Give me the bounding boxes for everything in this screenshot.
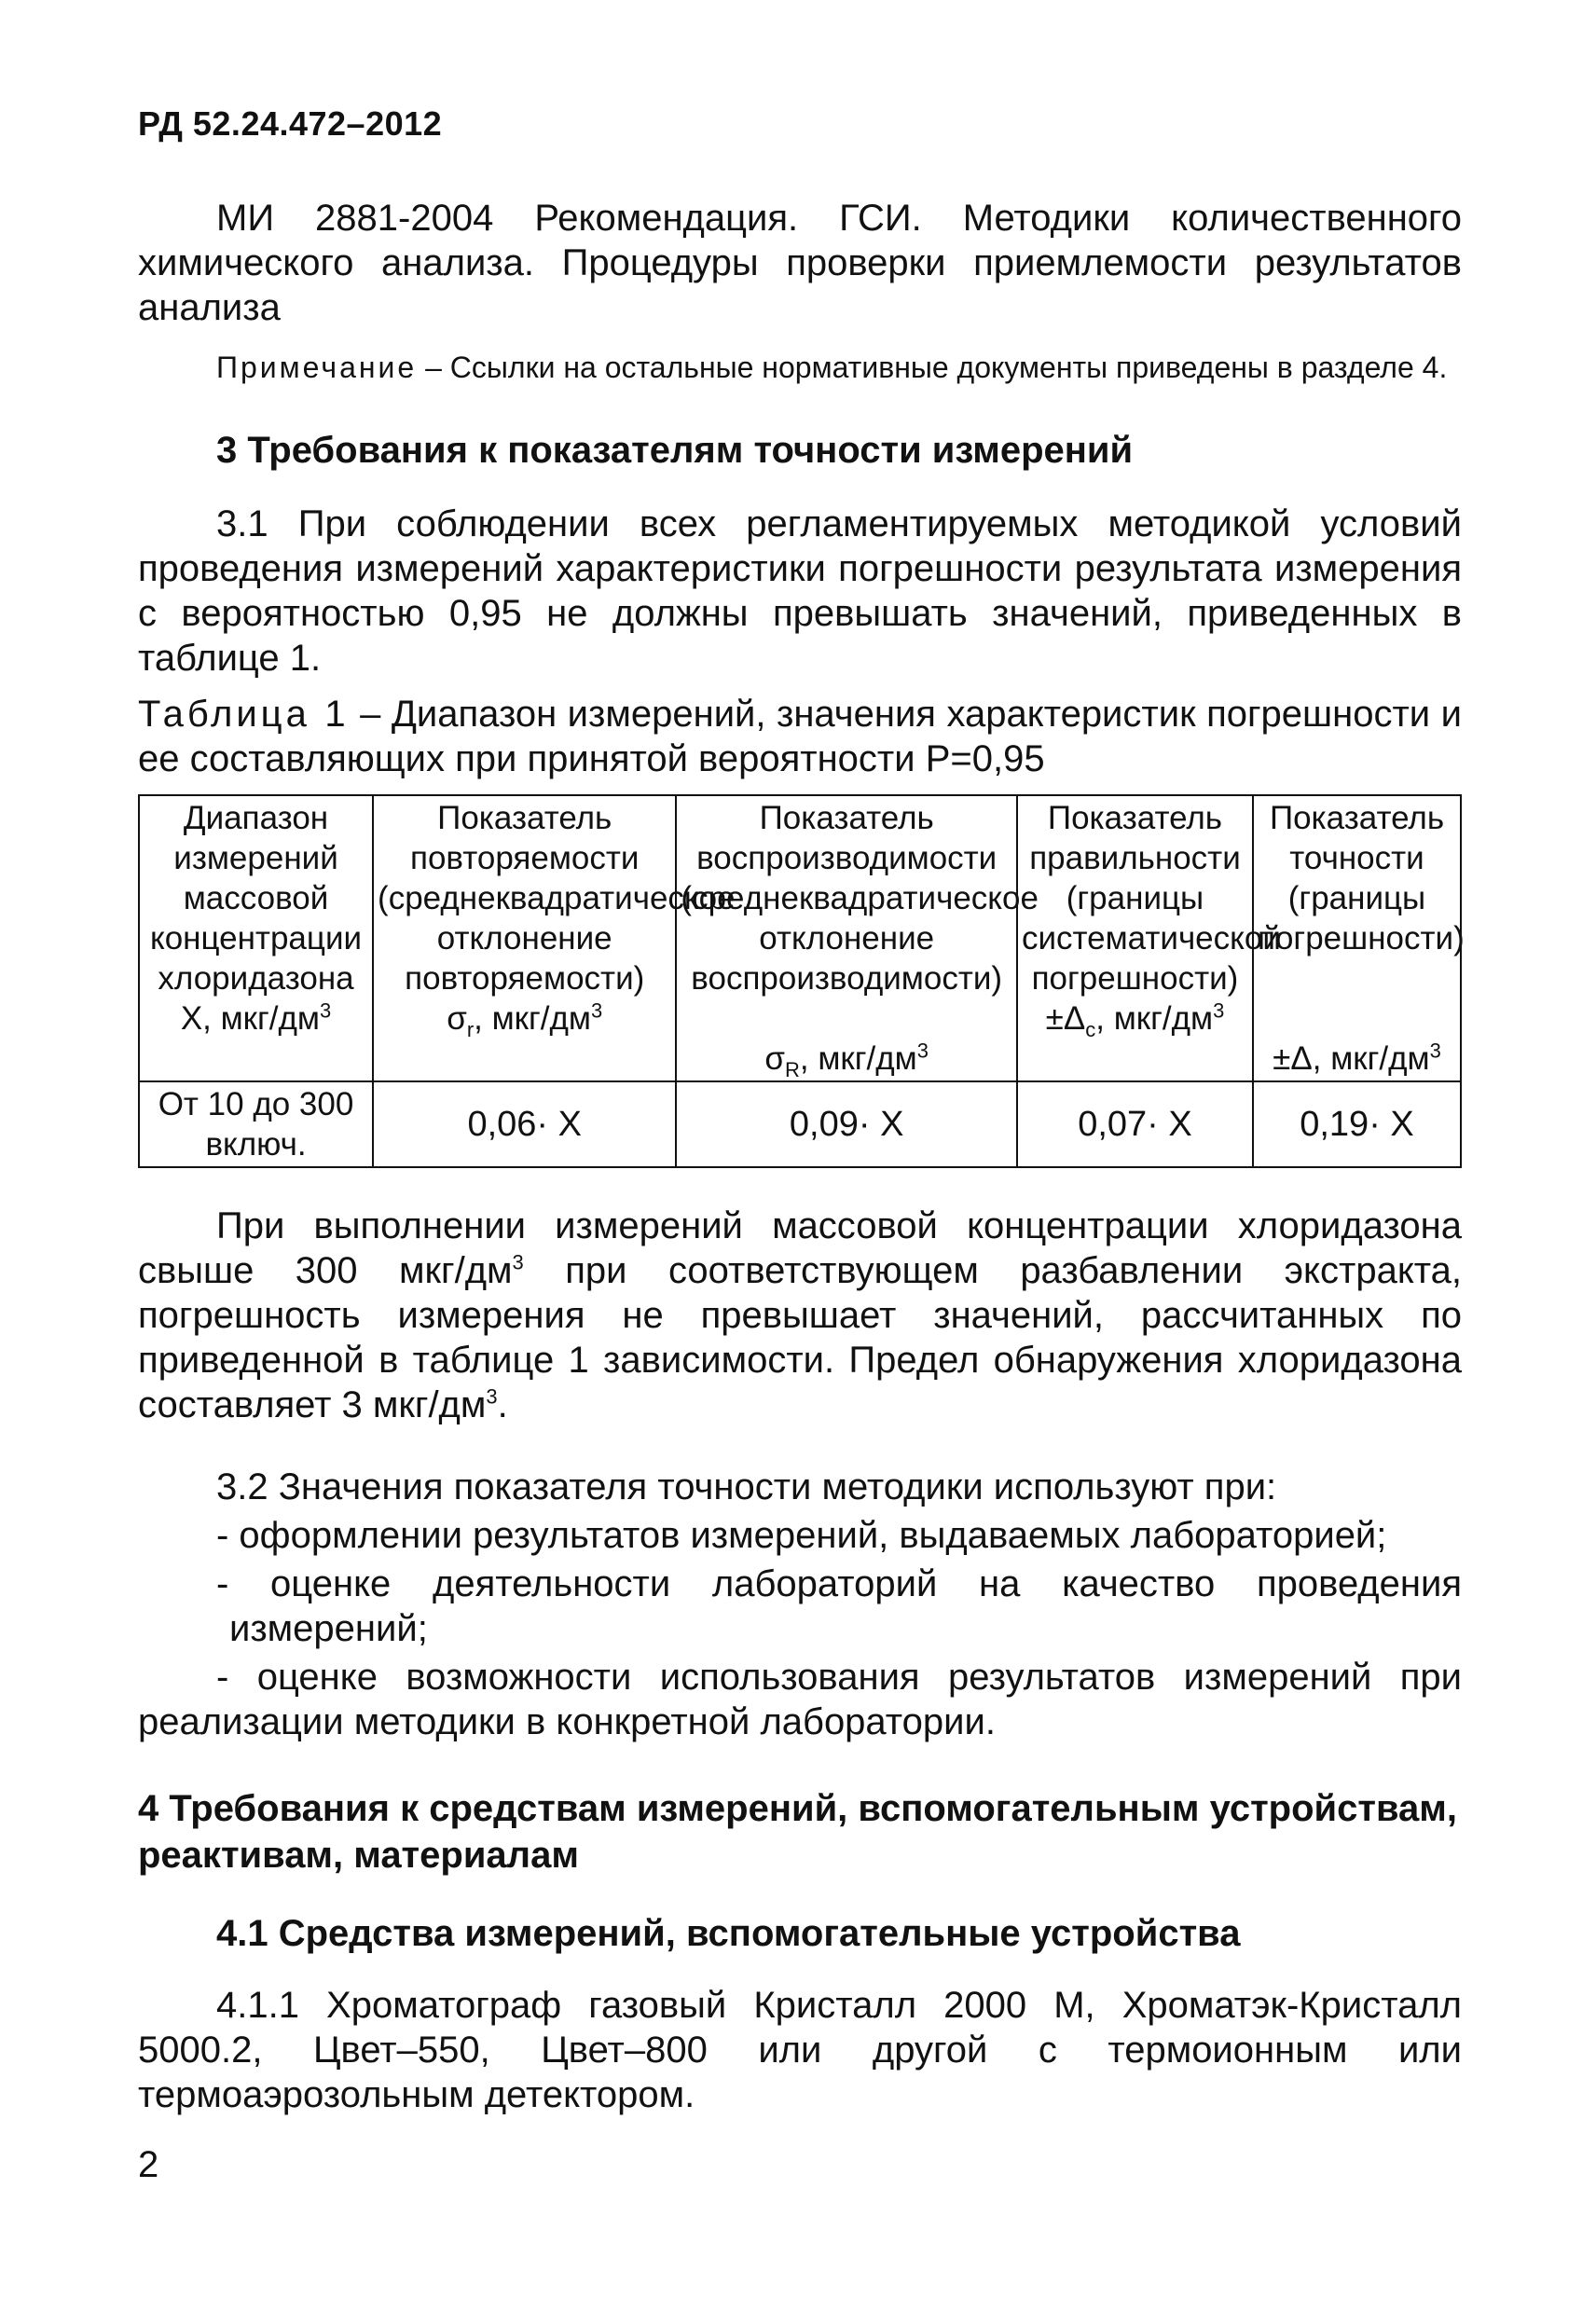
table-cell-range: От 10 до 300 включ. [139,1081,373,1167]
table-caption [138,692,1462,781]
header-symbol: $\sigma_R$, мкг/$дм^3$ [764,1039,929,1081]
note-text: – Ссылки на остальные нормативные документы приведены в разделе 4. [417,351,1448,384]
after-table-paragraph: При выполнении измерений массовой концентрации хлоридазона свыше 300 мкг/$дм^3$ при соответствующем разбавлении экстракта, погрешность измерения не превышает значений, рассчитанных по приведенной в таблице 1 зависимости. Предел обнаружения хлоридазона составляет 3 мкг/$дм^3$. [138,1205,1462,1425]
header-text: Показатель правильности (границы систематической погрешности) [1021,800,1281,997]
table-cell-repeatability: 0,06· Х [373,1081,676,1167]
list-item: - оценке возможности использования результатов измерений при реализации методики в конкретной лаборатории. [138,1657,1462,1742]
table-caption-text: – Диапазон измерений, значения характеристик погрешности и ее составляющих при принятой вероятности Р=0,95 [138,694,1462,779]
section-3-title: 3 Требования к показателям точности измерений [216,430,1134,471]
table-cell-reproducibility: 0,09· Х [676,1081,1017,1167]
header-symbol: ±Δ, мкг/$дм^3$ [1273,1039,1441,1077]
table-cell-accuracy: 0,19· Х [1253,1081,1461,1167]
header-symbol: Х, мкг/$дм^3$ [180,998,332,1037]
table-header-cell [676,795,1039,1081]
section-3-2-intro: 3.2 Значения показателя точности методики используют при: [216,1466,1277,1507]
page-number: 2 [138,2144,159,2185]
list-item: - оформлении результатов измерений, выдаваемых лабораторией; [216,1515,1387,1556]
table-header-cell [373,795,736,1081]
section-4-1-title: 4.1 Средства измерений, вспомогательные устройства [216,1913,1241,1954]
header-text: Показатель воспроизводимости (среднеквадратическое отклонение воспроизводимости) [681,800,1039,997]
header-symbol: $\pm\Delta_с$, мкг/$дм^3$ [1045,998,1225,1041]
table-header-row [139,795,1461,1081]
table-1 [138,794,1465,1168]
reference-paragraph: МИ 2881-2004 Рекомендация. ГСИ. Методики количественного химического анализа. Процедуры проверки приемлемости результатов анализа [138,198,1462,328]
table-cell-trueness: 0,07· Х [1017,1081,1253,1167]
header-text: Показатель повторяемости (среднеквадратическое отклонение повторяемости) [378,800,736,997]
header-symbol: $\sigma_r$, мкг/$дм^3$ [447,998,603,1041]
note-label: Примечание [216,351,418,384]
section-4-title: 4 Требования к средствам измерений, вспомогательным устройствам, реактивам, материалам [138,1788,1457,1876]
table-caption-label: Таблица 1 [138,694,350,735]
table-row [139,1081,1461,1167]
table-header-cell [139,795,373,1081]
table-header-cell [1253,795,1465,1081]
document-code: РД 52.24.472–2012 [138,104,443,143]
table-header-cell [1017,795,1281,1081]
header-text: Диапазон измерений массовой концентрации хлоридазона [149,800,363,997]
list-item: - оценке деятельности лабораторий на качество проведения измерений; [216,1563,1462,1649]
note-paragraph [138,349,1462,386]
page-content [138,103,1465,2117]
section-4-1-1-paragraph: 4.1.1 Хроматограф газовый Кристалл 2000 М, Хроматэк-Кристалл 5000.2, Цвет–550, Цвет–800 или другой с термоионным или термоаэрозольным детектором. [138,1985,1462,2115]
header-text: Показатель точности (границы погрешности) [1258,800,1465,956]
section-3-1-paragraph: 3.1 При соблюдении всех регламентируемых методикой условий проведения измерений характеристики погрешности результата измерения с вероятностью 0,95 не должны превышать значений, приведенных в таблице 1. [138,503,1462,679]
